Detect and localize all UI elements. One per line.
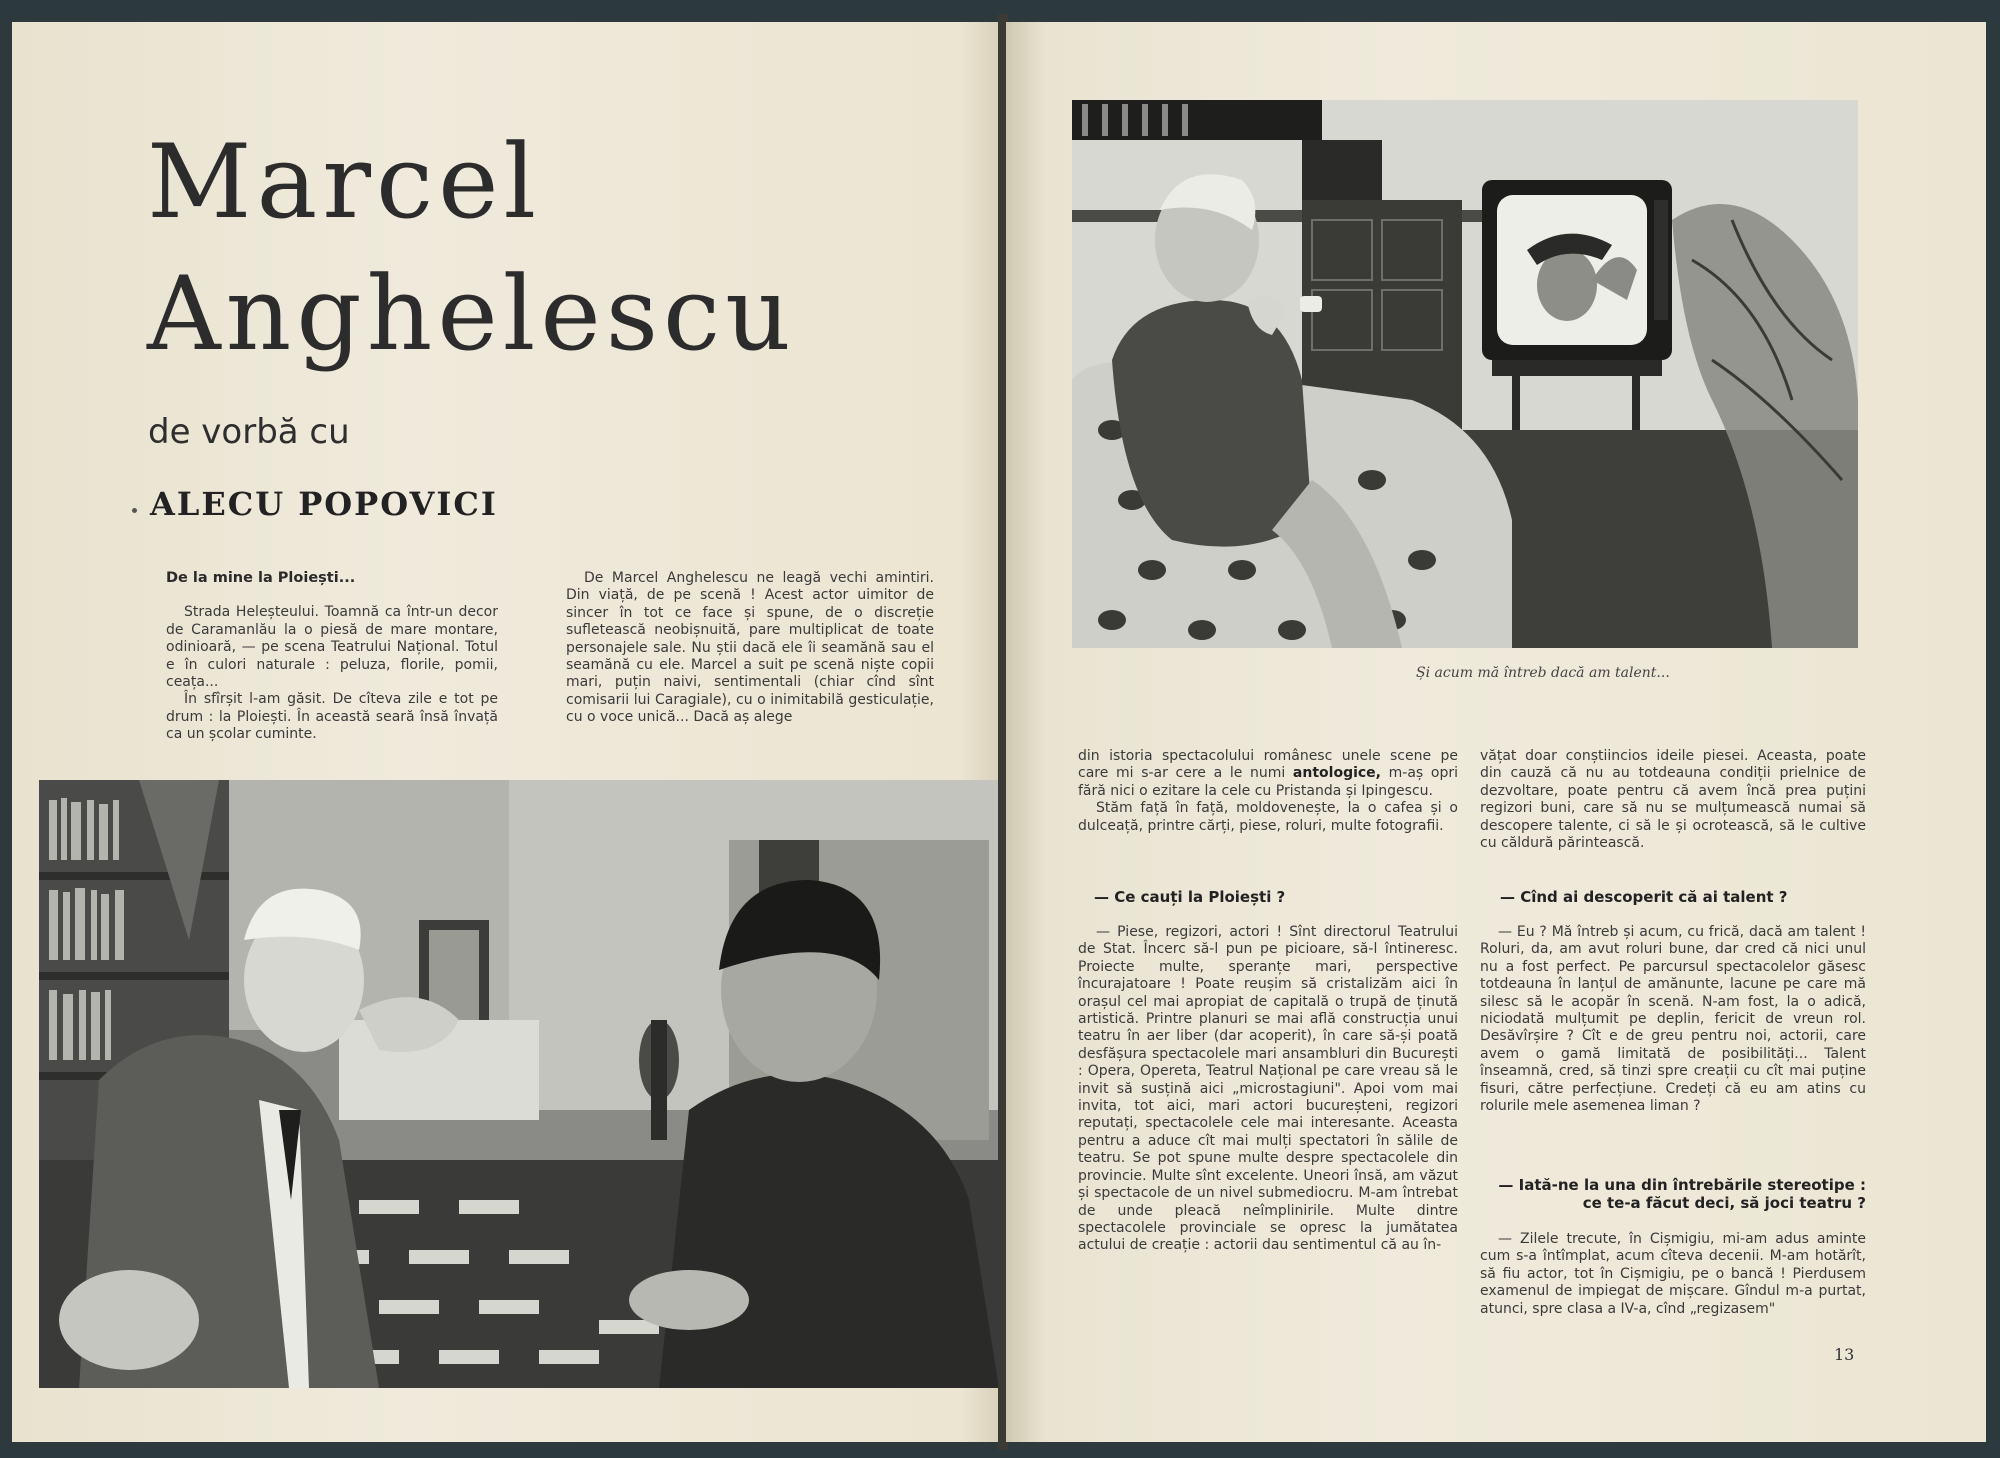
article-author: ALECU POPOVICI bbox=[150, 485, 498, 523]
paragraph: — Eu ? Mă întreb și acum, cu frică, dacă am talent ! Roluri, da, am avut roluri bune, dar cred că nici unul nu a fost perfect. Pe parcursul spectacolelor găsesc totdeauna în lanțul de amănunte, lacune pe care mă silesc să le acopăr în scenă. N-am fost, la o adică, niciodată mulțumit pe deplin, fericit de vreun rol. Desăvîrșire ? Cît e de greu pentru noi, actorii, care avem o gamă limitată de posibilități... Talent înseamnă, cred, să tinzi spre creații cu cît mai puține fisuri, către perfecțiune. Credeți că eu am atins cu rolurile mele asemenea liman ? bbox=[1480, 924, 1866, 1115]
left-page bbox=[12, 22, 1000, 1442]
interview-photo bbox=[39, 780, 999, 1388]
text-column-3-answer bbox=[1078, 924, 1458, 1255]
title-line-2: Anghelescu bbox=[147, 255, 796, 374]
question-heading: — Ce cauți la Ploiești ? bbox=[1094, 888, 1286, 906]
paragraph: din istoria spectacolului românesc unele scene pe care mi s-ar cere a le numi antologice, m-aș opri fără nici o ezitare la cele cu Pristanda și Ipingescu. bbox=[1078, 748, 1458, 799]
text-column-2 bbox=[566, 570, 934, 727]
paragraph: De Marcel Anghelescu ne leagă vechi amintiri. Din viață, de pe scenă ! Acest actor uimitor de sincer în tot ce face și spune, de o discreție sufletească neobișnuită, pare multiplicat de toate personajele sale. Nu știi dacă ele îi seamănă sau el seamănă cu ele. Marcel a suit pe scenă niște copii mari, puțin naivi, sentimentali (chiar cînd sînt comisarii lui Caragiale), cu o inimitabilă gesticulație, cu o voce unică... Dacă aș alege bbox=[566, 570, 934, 726]
paragraph: În sfîrșit l-am găsit. De cîteva zile e tot pe drum : la Ploiești. În această seară însă învață ca un școlar cuminte. bbox=[166, 691, 498, 743]
bold-term: antologice, bbox=[1292, 765, 1381, 782]
interview-photo-drawing bbox=[39, 780, 999, 1388]
title-line-1: Marcel bbox=[147, 123, 542, 242]
page-number: 13 bbox=[1834, 1345, 1855, 1364]
paragraph: — Zilele trecute, în Cișmigiu, mi-am adus aminte cum s-a întîmplat, acum cîteva decenii. M-am hotărît, să fiu actor, tot în Cișmigiu, pe o bancă ! Pierdusem examenul de impiegat de mișcare. Gîndul m-a purtat, atunci, spre clasa a IV-a, cînd „regizasem" bbox=[1480, 1231, 1866, 1317]
text-column-4-answer bbox=[1480, 924, 1866, 1115]
section-heading: De la mine la Ploiești... bbox=[166, 570, 356, 586]
tv-photo bbox=[1072, 100, 1858, 648]
photo-caption: Și acum mă întreb dacă am talent... bbox=[1416, 665, 1670, 681]
question-heading: — Iată-ne la una din întrebările stereotipe : ce te-a făcut deci, să joci teatru ? bbox=[1498, 1176, 1866, 1212]
paragraph: Stăm față în față, moldovenește, la o cafea și o dulceață, printre cărți, piese, roluri, multe fotografii. bbox=[1078, 800, 1458, 834]
paragraph: vățat doar conștiincios ideile piesei. Aceasta, poate din cauză că nu au totdeauna condiții prielnice de dezvoltare, poate pentru că avem încă prea puțini regizori buni, care să nu se mulțumească numai să descopere talente, ci să le și ocrotească, să le cultive cu căldură părintească. bbox=[1480, 748, 1866, 852]
article-subtitle: de vorbă cu bbox=[148, 412, 350, 452]
text-column-4-answer-2 bbox=[1480, 1231, 1866, 1318]
bullet-dot bbox=[132, 508, 137, 513]
text-column-1 bbox=[166, 570, 498, 744]
text-column-3 bbox=[1078, 748, 1458, 835]
paragraph: Strada Heleșteului. Toamnă ca într-un decor de Caramanlău la o piesă de mare montare, odinioară, — pe scena Teatrului Național. Totul e în culori naturale : peluza, florile, pomii, ceața... bbox=[166, 604, 498, 691]
tv-photo-drawing bbox=[1072, 100, 1858, 648]
article-title bbox=[147, 117, 796, 381]
paragraph: — Piese, regizori, actori ! Sînt directorul Teatrului de Stat. Încerc să-l pun pe picioare, să-l întineresc. Proiecte multe, speranțe mari, perspective încurajatoare ! Poate reușim să cristalizăm aici în orașul cel mai apropiat de capitală o trupă de ținută artistică. Printre planuri se mai află construcția unui teatru în aer liber (dar acoperit), în care să-și poată desfășura spectacolele mari ansambluri din București : Opera, Opereta, Teatrul Național pe care vreau să le invit să susțină aici „microstagiuni". Apoi vom mai invita, tot aici, mari actori bucureșteni, regizori reputați, spectacolele cele mai interesante. Aceasta pentru a aduce cît mai mulți spectatori în sălile de teatru. Se pot spune multe despre spectacolele din provincie. Multe sînt excelente. Uneori însă, am văzut și spectacole de un nivel submediocru. M-am întrebat de unde pleacă neîmplinirile. Multe dintre spectacolele provinciale se opresc la jumătatea actului de creație : actorii dau sentimentul că au în- bbox=[1078, 924, 1458, 1254]
question-heading: — Cînd ai descoperit că ai talent ? bbox=[1500, 888, 1788, 906]
text-column-4 bbox=[1480, 748, 1866, 852]
right-page bbox=[1006, 22, 1986, 1442]
